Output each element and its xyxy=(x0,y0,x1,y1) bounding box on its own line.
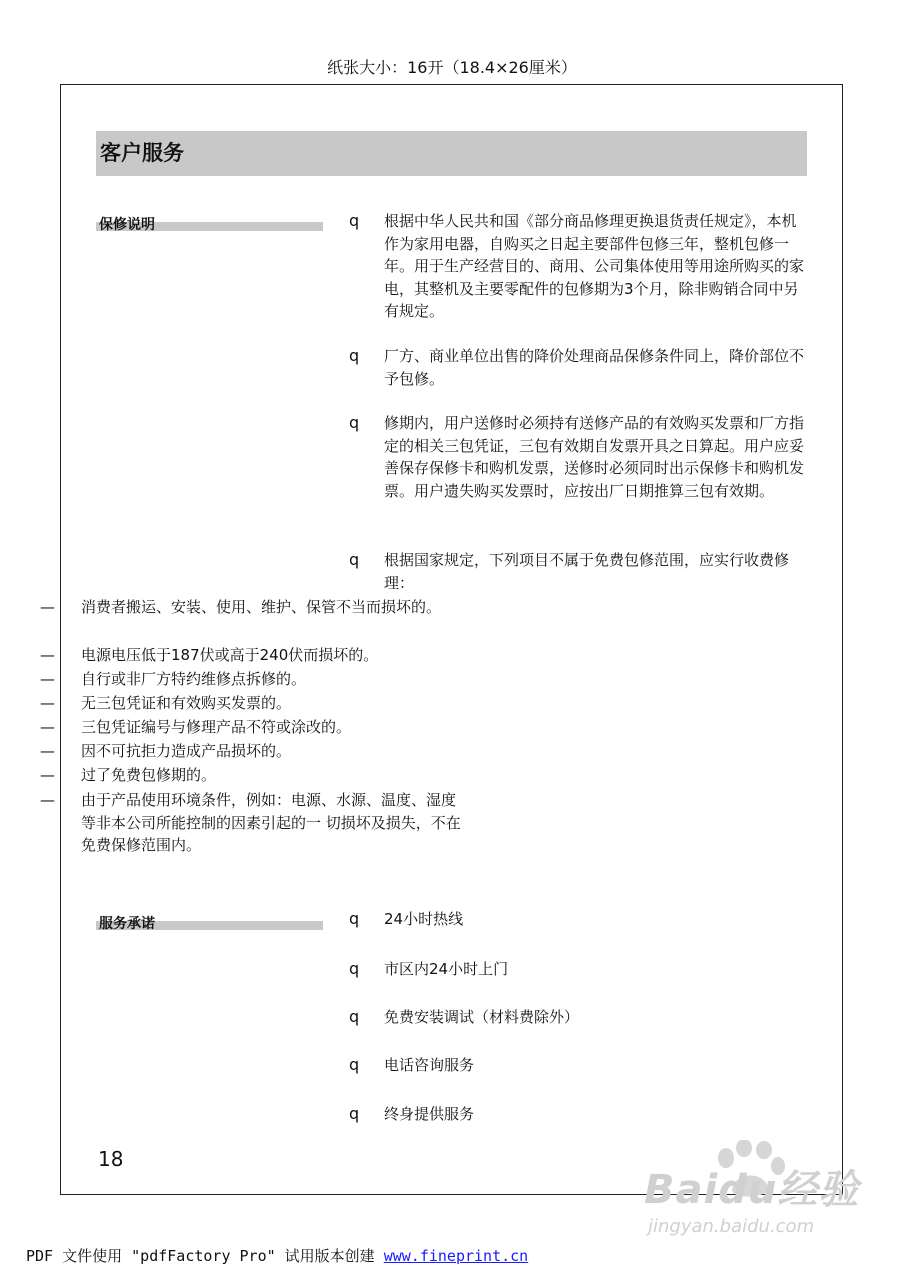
section-label-service xyxy=(96,913,323,935)
bullet-marker: q xyxy=(349,346,360,365)
dash-marker: — xyxy=(40,742,55,760)
warranty-item-text: 根据国家规定，下列项目不属于免费包修范围，应实行收费修理： xyxy=(384,551,790,592)
baidu-jingyan-watermark xyxy=(640,1140,885,1240)
dash-marker: — xyxy=(40,718,55,736)
bullet-marker: q xyxy=(349,211,360,230)
warranty-item-text: 根据中华人民共和国《部分商品修理更换退货责任规定》，本机作为家用电器，自购买之日起主要部件包修三年，整机包修一年。用于生产经营目的、商用、公司集体使用等用途所购买的家电，其整机及主要零配件的包修期为3个月，除非购销合同中另有规定。 xyxy=(384,212,805,320)
exclusion-item-text: 由于产品使用环境条件，例如：电源、水源、温度、湿度等非本公司所能控制的因素引起的一 切损坏及损失，不在免费保修范围内。 xyxy=(81,791,461,854)
bullet-marker: q xyxy=(349,550,360,569)
exclusion-item-text: 因不可抗拒力造成产品损坏的。 xyxy=(81,742,292,760)
service-item-text: 终身提供服务 xyxy=(384,1105,475,1123)
dash-marker: — xyxy=(40,670,55,688)
exclusion-item-text: 无三包凭证和有效购买发票的。 xyxy=(81,694,292,712)
dash-marker: — xyxy=(40,646,55,664)
bullet-marker: q xyxy=(349,1055,360,1074)
exclusion-item-text: 自行或非厂方特约维修点拆修的。 xyxy=(81,670,307,688)
title-bar xyxy=(96,131,807,176)
watermark-logo-text: Baidu经验 xyxy=(644,1167,860,1213)
warranty-item-text: 修期内，用户送修时必须持有送修产品的有效购买发票和厂方指定的相关三包凭证，三包有效期自发票开具之日算起。用户应妥善保存保修卡和购机发票，送修时必须同时出示保修卡和购机发票。用户遗失购买发票时，应按出厂日期推算三包有效期。 xyxy=(384,414,805,500)
section-label-warranty xyxy=(96,214,323,236)
warranty-item-text: 厂方、商业单位出售的降价处理商品保修条件同上，降价部位不予包修。 xyxy=(384,347,805,388)
exclusion-item-text: 三包凭证编号与修理产品不符或涂改的。 xyxy=(81,718,352,736)
service-item-text: 电话咨询服务 xyxy=(384,1056,475,1074)
paper-size-note: 纸张大小：16开（18.4×26厘米） xyxy=(327,58,577,77)
footer-text: PDF 文件使用 "pdfFactory Pro" 试用版本创建 xyxy=(26,1247,384,1265)
service-item-text: 免费安装调试（材料费除外） xyxy=(384,1008,580,1026)
dash-marker: — xyxy=(40,694,55,712)
bullet-marker: q xyxy=(349,909,360,928)
bullet-marker: q xyxy=(349,413,360,432)
section-label-text: 保修说明 xyxy=(99,217,155,233)
section-label-text: 服务承诺 xyxy=(99,916,155,932)
page-number: 18 xyxy=(98,1147,124,1171)
bullet-marker: q xyxy=(349,1104,360,1123)
bullet-marker: q xyxy=(349,1007,360,1026)
exclusion-item-text: 过了免费包修期的。 xyxy=(81,766,217,784)
bullet-marker: q xyxy=(349,959,360,978)
dash-marker: — xyxy=(40,766,55,784)
service-item-text: 市区内24小时上门 xyxy=(384,960,509,978)
page-title: 客户服务 xyxy=(100,141,184,165)
exclusion-item-text: 电源电压低于187伏或高于240伏而损坏的。 xyxy=(81,646,379,664)
dash-marker: — xyxy=(40,598,55,616)
service-item-text: 24小时热线 xyxy=(384,910,464,928)
pdf-footer xyxy=(26,1245,528,1267)
footer-link[interactable]: www.fineprint.cn xyxy=(383,1247,529,1265)
watermark-url: jingyan.baidu.com xyxy=(648,1216,815,1237)
dash-marker: — xyxy=(40,791,55,809)
exclusion-item-text: 消费者搬运、安装、使用、维护、保管不当而损坏的。 xyxy=(81,598,442,616)
